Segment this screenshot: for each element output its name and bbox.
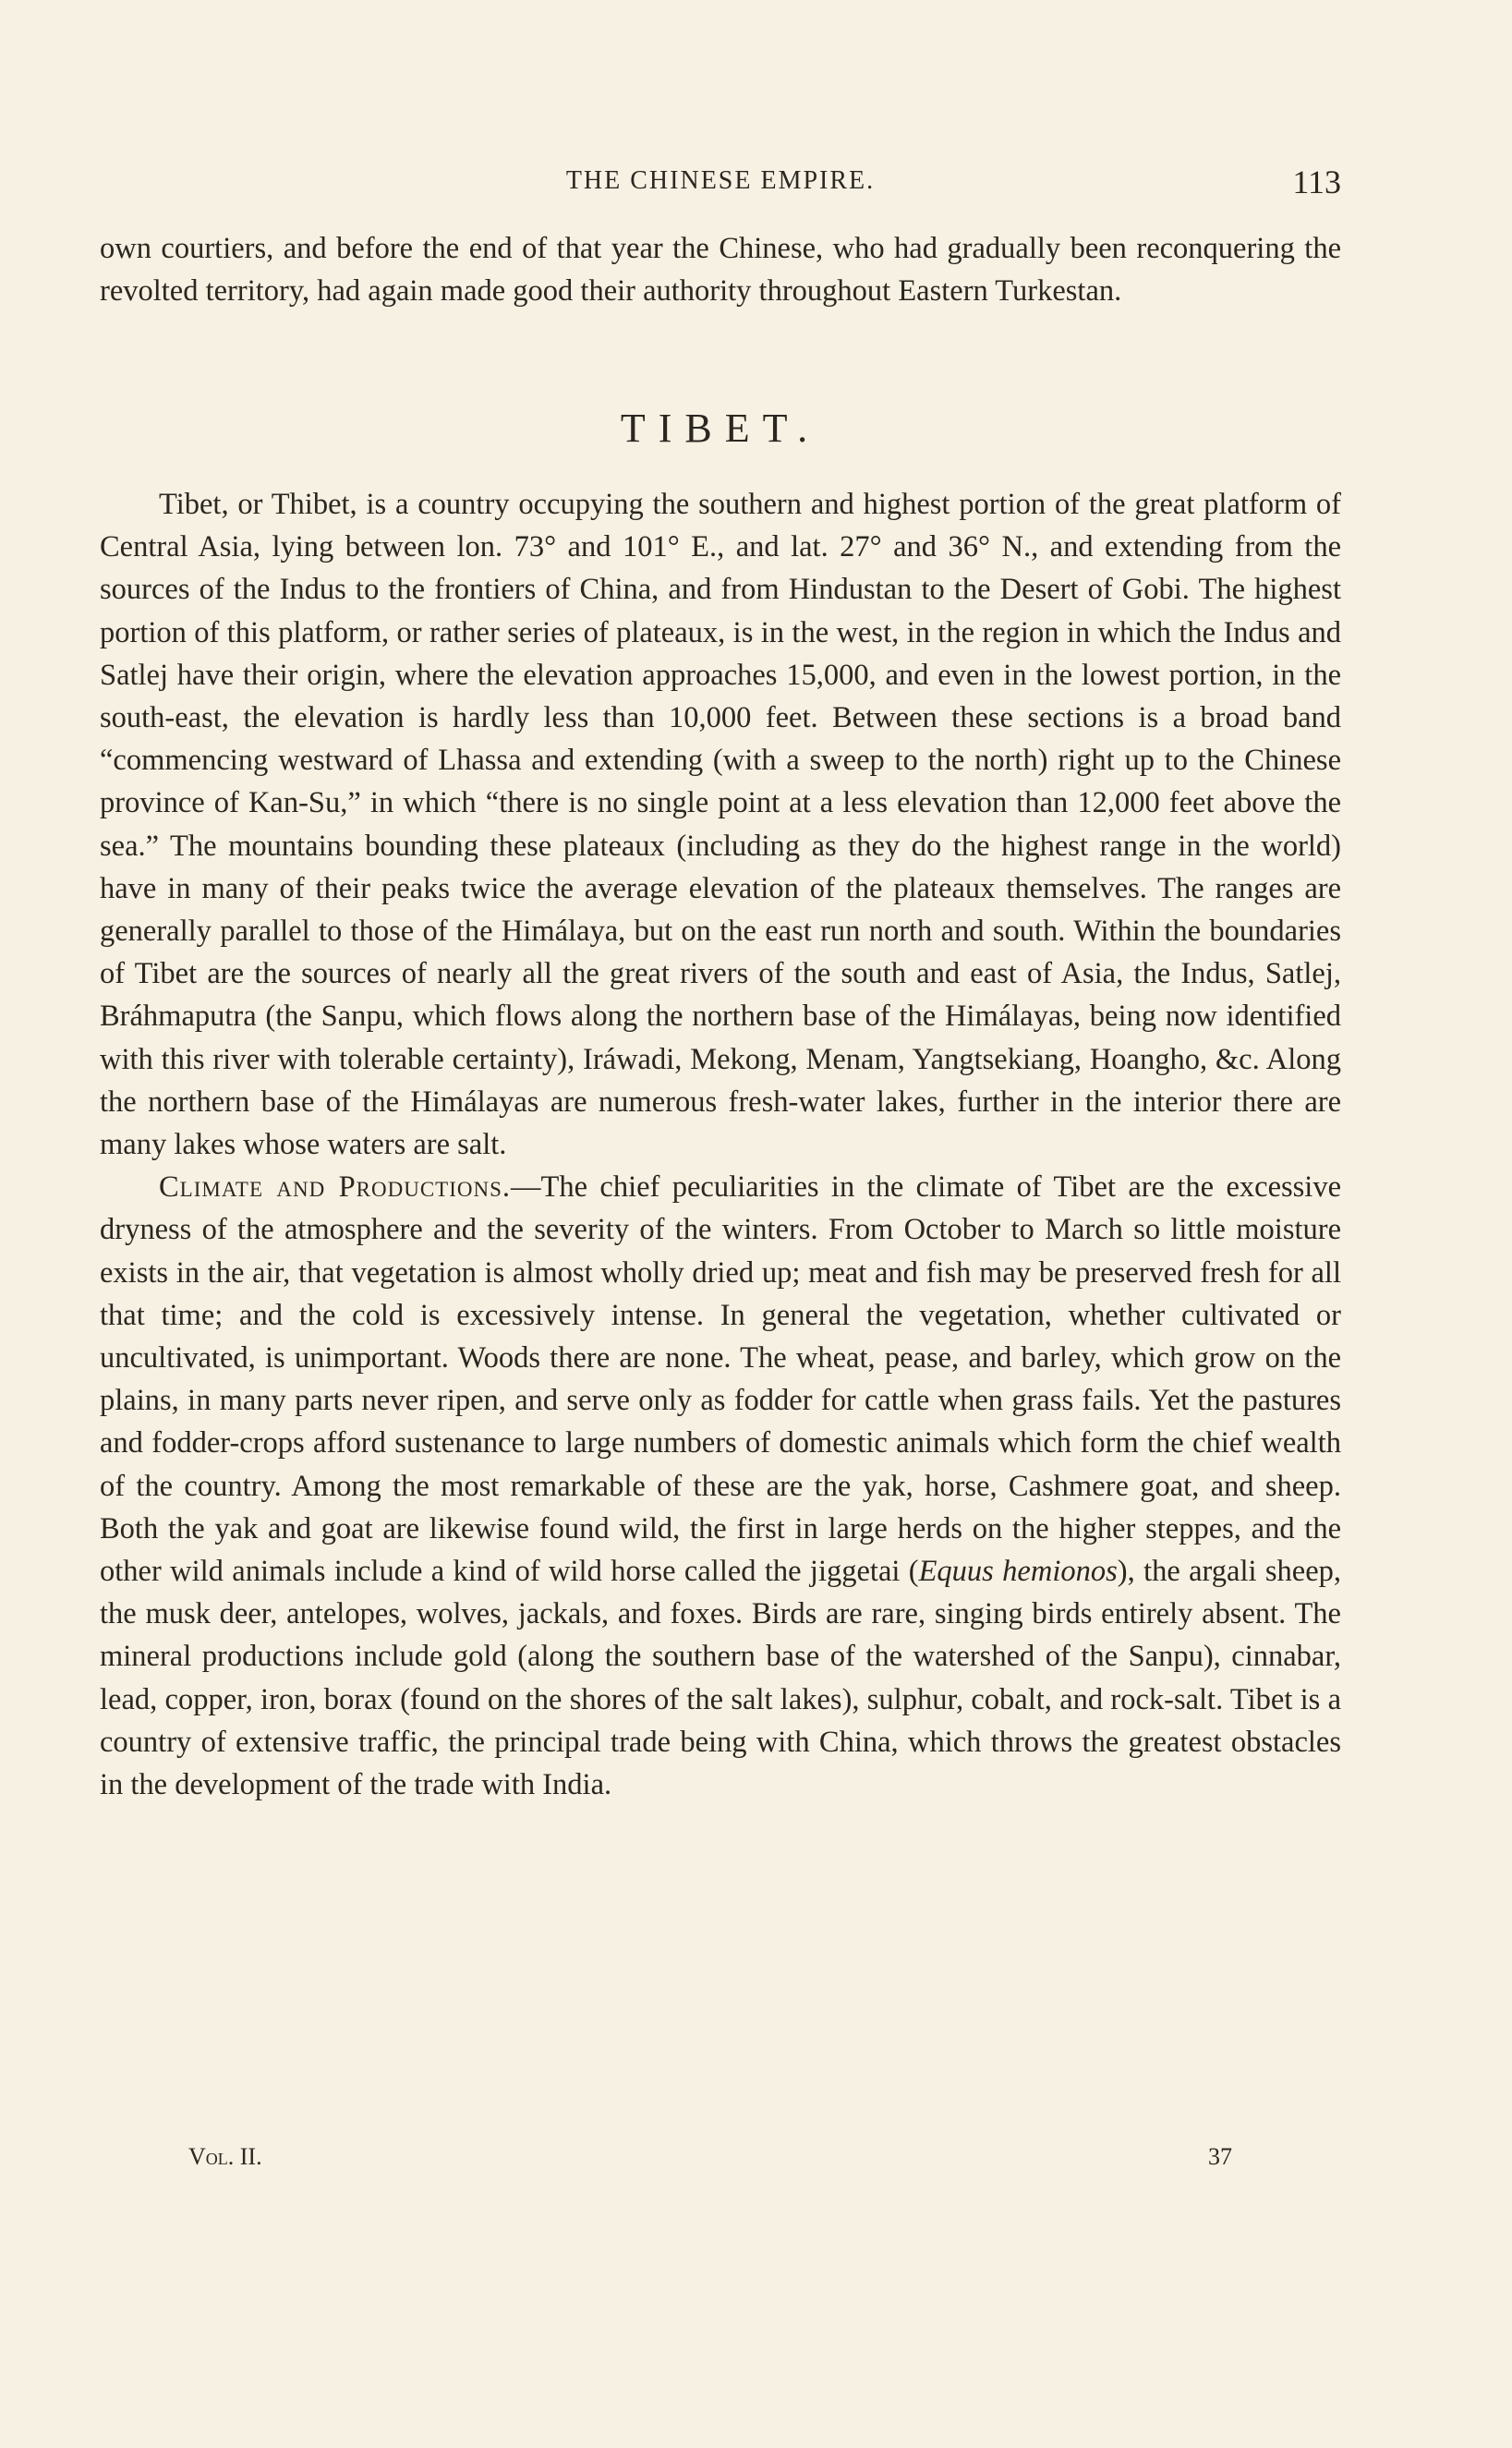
page-number: 113 bbox=[1292, 164, 1341, 200]
section-title: TIBET. bbox=[620, 406, 821, 451]
running-head bbox=[100, 163, 1341, 205]
paragraph-heading: Climate and Productions. bbox=[159, 1170, 512, 1205]
page-footer bbox=[100, 2143, 1341, 2180]
running-title: THE CHINESE EMPIRE. bbox=[565, 166, 876, 195]
paragraph-text: —The chief peculiarities in the climate of Tibet are the excessive dryness of the atmosphere and the severity of the winters. From October to March so little moisture exists in the air, that vegetation is almost wholly dried up; meat and fish may be preserved fresh for all that time; and the cold is excessively intense. In general the vegetation, whether cultivated or uncultivated, is unimportant. Woods there are none. The wheat, pease, and barley, which grow on the plains, in many parts never ripen, and serve only as fodder for cattle when grass fails. Yet the pastures and fodder-crops afford sustenance to large numbers of domestic animals which form the chief wealth of the country. Among the most remarkable of these are the yak, horse, Cashmere goat, and sheep. Both the yak and goat are likewise found wild, the first in large herds on the higher steppes, and the other wild animals include a kind of wild horse called the jiggetai ( bbox=[100, 1170, 1341, 1589]
tibet-section-body bbox=[100, 483, 1341, 1806]
paragraph-geography: Tibet, or Thibet, is a country occupying the southern and highest portion of the great platform of Central Asia, lying between lon. 73° and 101° E., and lat. 27° and 36° N., and extending from the sources of the Indus to the frontiers of China, and from Hindustan to the Desert of Gobi. The highest portion of this platform, or rather series of plateaux, is in the west, in the region in which the Indus and Satlej have their origin, where the elevation approaches 15,000, and even in the lowest portion, in the south-east, the elevation is hardly less than 10,000 feet. Between these sections is a broad band “commencing westward of Lhassa and extending (with a sweep to the north) right up to the Chinese province of Kan-Su,” in which “there is no single point at a less elevation than 12,000 feet above the sea.” The mountains bounding these plateaux (including as they do the highest range in the world) have in many of their peaks twice the average elevation of the plateaux themselves. The ranges are generally parallel to those of the Himálaya, but on the east run north and south. Within the boundaries of Tibet are the sources of nearly all the great rivers of the south and east of Asia, the Indus, Satlej, Bráhmaputra (the Sanpu, which flows along the northern base of the Himálayas, being now identified with this river with tolerable certainty), Iráwadi, Mekong, Menam, Yangtsekiang, Hoangho, &c. Along the northern base of the Himálayas are numerous fresh-water lakes, further in the interior there are many lakes whose waters are salt. bbox=[100, 488, 1341, 1162]
continuation-paragraph: own courtiers, and before the end of that year the Chinese, who had gradually been reconquering the revolted territory, had again made good their authority throughout Eastern Turkestan. bbox=[100, 232, 1341, 309]
paragraph-text-continued: ), the argali sheep, the musk deer, antelopes, wolves, jackals, and foxes. Birds are rare, singing birds entirely absent. The mineral productions include gold (along the southern base of the watershed of the Sanpu), cinnabar, lead, copper, iron, borax (found on the shores of the salt lakes), sulphur, cobalt, and rock-salt. Tibet is a country of extensive traffic, the principal trade being with China, which throws the greatest obstacles in the development of the trade with India. bbox=[100, 1555, 1341, 1802]
continuation-block bbox=[100, 227, 1341, 312]
paragraph-climate bbox=[100, 1166, 1341, 1806]
book-page bbox=[100, 0, 1341, 2448]
signature-mark: 37 bbox=[1208, 2143, 1232, 2170]
volume-label: Vol. II. bbox=[188, 2143, 262, 2170]
species-name: Equus hemionos bbox=[918, 1555, 1118, 1589]
